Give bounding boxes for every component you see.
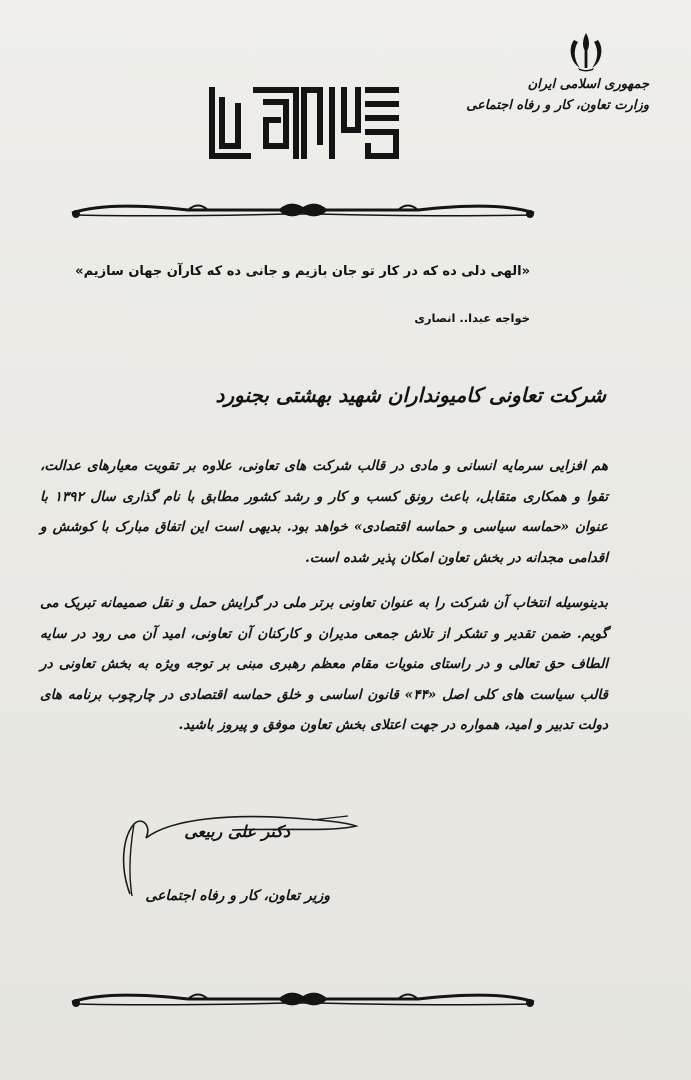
signer-name: دکتر علی ربیعی [184, 822, 290, 841]
org-line-ministry: وزارت تعاون، کار و رفاه اجتماعی [466, 98, 649, 113]
signer-title: وزیر تعاون، کار و رفاه اجتماعی [145, 888, 330, 904]
ornament-divider-bottom [68, 986, 538, 1012]
recipient-company: شرکت تعاونی کامیونداران شهید بهشتی بجنورد [215, 383, 606, 407]
iran-emblem-icon [566, 30, 606, 72]
bismillah-calligraphy [208, 86, 400, 160]
org-line-country: جمهوری اسلامی ایران [527, 77, 649, 92]
ministry-header [449, 74, 649, 116]
ornament-divider-top [68, 197, 538, 223]
quote-text: «الهی دلی ده که در کار تو جان بازیم و جانی ده که کارآن جهان سازیم» [75, 264, 530, 279]
letter-paragraph-2: بدینوسیله انتخاب آن شرکت را به عنوان تعاونی برتر ملی در گرایش حمل و نقل صمیمانه تبریک می گویم. ضمن تقدیر و تشکر از تلاش جمعی مدیران و کارکنان آن تعاونی، امید آن می رود در سایه الطاف حق تعالی و در راستای منویات مقام معظم رهبری مبنی بر توجه ویژه به بخش تعاونی در قالب سیاست های کلی اصل «۴۴» قانون اساسی و خلق حماسه اقتصادی در چارچوب برنامه های دولت تدبیر و امید، همواره در جهت اعتلای بخش تعاون موفق و پیروز باشید. [40, 595, 608, 733]
letter-paragraph-1: هم افزایی سرمایه انسانی و مادی در قالب شرکت های تعاونی، علاوه بر تقویت معیارهای عدالت، تقوا و همکاری متقابل، باعث رونق کسب و کار و رشد کشور مطابق با نام گذاری سال ۱۳۹۲ با عنوان «حماسه سیاسی و حماسه اقتصادی» خواهد بود. بدیهی است این اتفاق مبارک با کوشش و اقدامی مجدانه در بخش تعاون امکان پذیر شده است. [40, 458, 608, 566]
quote-author: خواجه عبدا.. انصاری [414, 311, 530, 325]
